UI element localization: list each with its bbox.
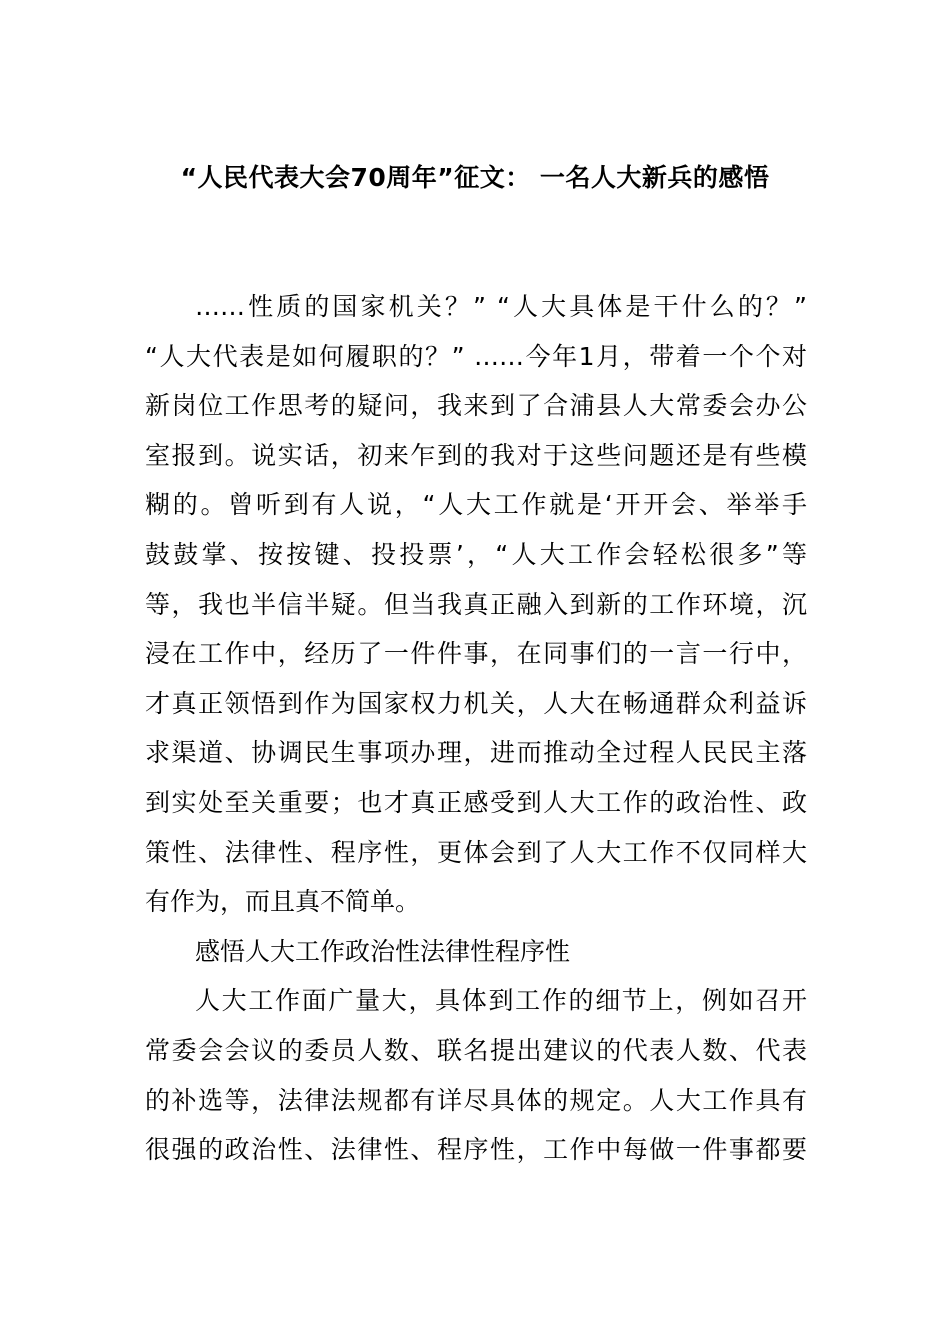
text-line: 很强的政治性、法律性、程序性，工作中每做一件事都要 [145,1135,807,1165]
text-line: 到实处至关重要；也才真正感受到人大工作的政治性、政 [145,787,807,817]
text-line: 室报到。说实话，初来乍到的我对于这些问题还是有些模 [145,440,807,470]
text-line: 求渠道、协调民生事项办理，进而推动全过程人民民主落 [145,738,807,768]
document-body [145,282,807,1175]
section-heading [145,927,807,977]
text-line: 糊的。曾听到有人说，“人大工作就是‘开开会、举举手 [145,490,807,520]
paragraph-1 [145,282,807,927]
text-line: “人大代表是如何履职的？” ……今年1月，带着一个个对 [145,341,807,371]
text-line: 鼓鼓掌、按按键、投投票’，“人大工作会轻松很多”等 [145,539,807,569]
text-line: 策性、法律性、程序性，更体会到了人大工作不仅同样大 [145,837,807,867]
document-title: “人民代表大会70周年”征文： 一名人大新兵的感悟 [180,163,770,192]
text-line: 人大工作面广量大，具体到工作的细节上，例如召开 [195,986,807,1016]
text-line: 浸在工作中，经历了一件件事，在同事们的一言一行中， [145,639,807,669]
text-line: 才真正领悟到作为国家权力机关，人大在畅通群众利益诉 [145,688,807,718]
text-line: 等，我也半信半疑。但当我真正融入到新的工作环境，沉 [145,589,807,619]
text-line: ……性质的国家机关？” “人大具体是干什么的？” [195,292,807,321]
text-line: 有作为，而且真不简单。 [145,887,421,917]
text-line: 常委会会议的委员人数、联名提出建议的代表人数、代表 [145,1035,807,1065]
text-line: 新岗位工作思考的疑问，我来到了合浦县人大常委会办公 [145,391,807,421]
paragraph-2 [145,976,807,1174]
section-heading-text: 感悟人大工作政治性法律性程序性 [195,936,571,966]
text-line: 的补选等，法律法规都有详尽具体的规定。人大工作具有 [145,1085,807,1115]
